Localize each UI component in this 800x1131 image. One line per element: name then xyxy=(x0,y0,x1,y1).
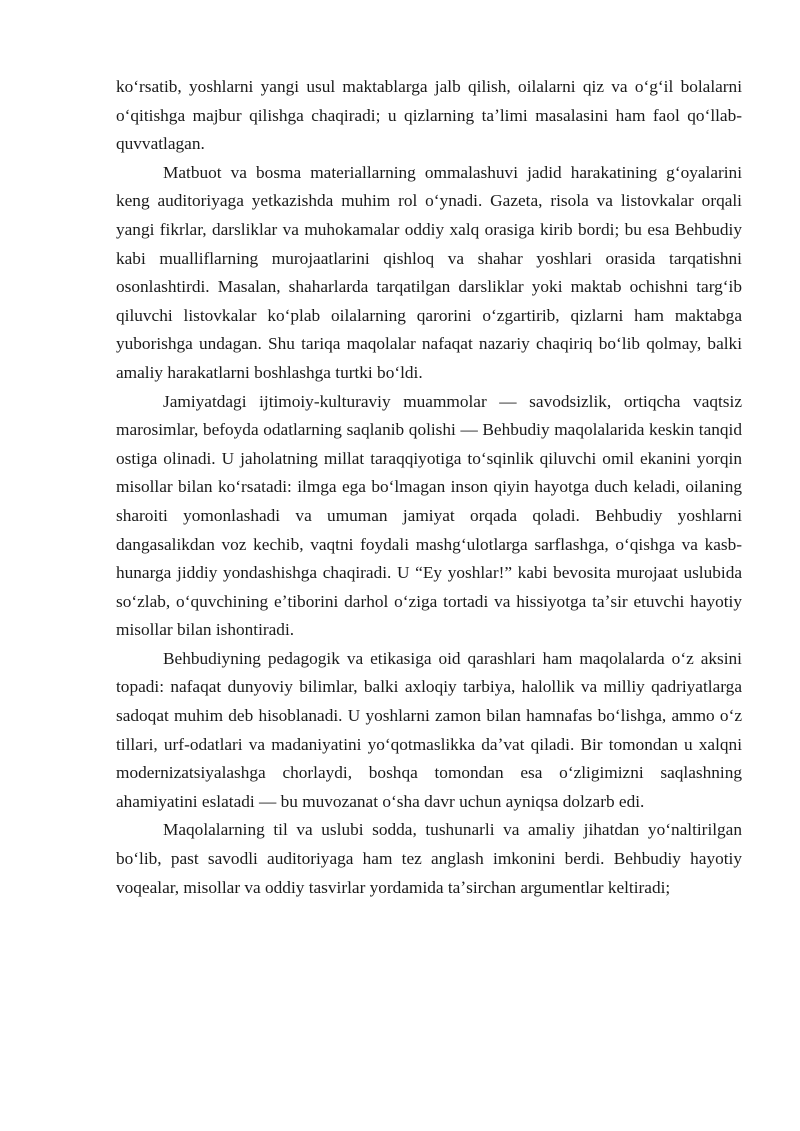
paragraph-press-and-print: Matbuot va bosma materiallarning ommalashuvi jadid harakatining gʻoyalarini keng auditoriyaga yetkazishda muhim rol oʻynadi. Gazeta, risola va listovkalar orqali yangi fikrlar, darsliklar va muhokamalar oddiy xalq orasiga kirib bordi; bu esa Behbudiy kabi mualliflarning murojaatlarini qishloq va shahar yoshlari orasida tarqatishni osonlashtirdi. Masalan, shaharlarda tarqatilgan darsliklar yoki maktab ochishni targʻib qiluvchi listovkalar koʻplab oilalarning qarorini oʻzgartirib, qizlarni ham maktabga yuborishga undagan. Shu tariqa maqolalar nafaqat nazariy chaqiriq boʻlib qolmay, balki amaliy harakatlarni boshlashga turtki boʻldi. xyxy=(116,162,742,382)
body-text xyxy=(116,73,742,902)
paragraph-continuation: koʻrsatib, yoshlarni yangi usul maktablarga jalb qilish, oilalarni qiz va oʻgʻil bolalarni oʻqitishga majbur qilishga chaqiradi; u qizlarning taʼlimi masalasini ham faol qoʻllab-quvvatlagan. xyxy=(116,77,742,154)
paragraph-pedagogical-views: Behbudiyning pedagogik va etikasiga oid qarashlari ham maqolalarda oʻz aksini topadi: nafaqat dunyoviy bilimlar, balki axloqiy tarbiya, halollik va milliy qadriyatlarga sadoqat muhim deb hisoblanadi. U yoshlarni zamon bilan hamnafas boʻlishga, ammo oʻz tillari, urf-odatlari va madaniyatini yoʻqotmaslikka daʼvat qiladi. Bir tomondan u xalqni modernizatsiyalashga chorlaydi, boshqa tomondan esa oʻzligimizni saqlashning ahamiyatini eslatadi — bu muvozanat oʻsha davr uchun ayniqsa dolzarb edi. xyxy=(116,648,742,811)
paragraph-social-problems: Jamiyatdagi ijtimoiy-kulturaviy muammolar — savodsizlik, ortiqcha vaqtsiz marosimlar, befoyda odatlarning saqlanib qolishi — Behbudiy maqolalarida keskin tanqid ostiga olinadi. U jaholatning millat taraqqiyotiga toʻsqinlik qiluvchi omil ekanini yorqin misollar bilan koʻrsatadi: ilmga ega boʻlmagan inson qiyin hayotga duch keladi, oilaning sharoiti yomonlashadi va umuman jamiyat orqada qoladi. Behbudiy yoshlarni dangasalikdan voz kechib, vaqtni foydali mashgʻulotlarga sarflashga, oʻqishga va kasb-hunarga jiddiy yondashishga chaqiradi. U “Ey yoshlar!” kabi bevosita murojaat uslubida soʻzlab, oʻquvchining eʼtiborini darhol oʻziga tortadi va hissiyotga taʼsir etuvchi hayotiy misollar bilan ishontiradi. xyxy=(116,391,742,640)
paragraph-language-style: Maqolalarning til va uslubi sodda, tushunarli va amaliy jihatdan yoʻnaltirilgan boʻlib, past savodli auditoriyaga ham tez anglash imkonini berdi. Behbudiy hayotiy voqealar, misollar va oddiy tasvirlar yordamida taʼsirchan argumentlar keltiradi; xyxy=(116,820,742,897)
